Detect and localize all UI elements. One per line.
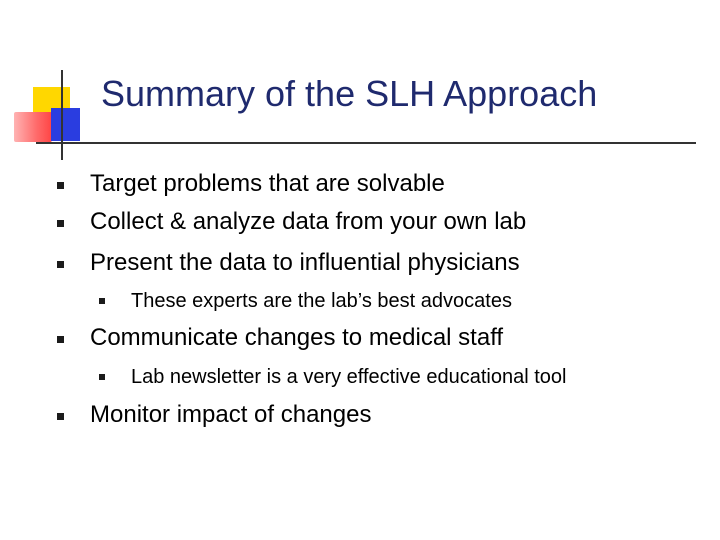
- square-bullet-icon: [57, 413, 64, 420]
- bullet-item: [90, 400, 371, 430]
- square-bullet-icon: [57, 261, 64, 268]
- sub-bullet-item: [131, 364, 566, 390]
- bullet-text: Monitor impact of changes: [90, 401, 372, 428]
- bullet-text: Target problems that are solvable: [90, 170, 445, 197]
- bullet-text: Collect & analyze data from your own lab: [90, 208, 527, 235]
- title-underline-rule: [36, 142, 696, 144]
- sub-bullet-text: Lab newsletter is a very effective educational tool: [131, 366, 567, 388]
- slide-logo: [0, 0, 100, 170]
- square-bullet-icon: [57, 182, 64, 189]
- bullet-item: [90, 323, 503, 353]
- bullet-text: Communicate changes to medical staff: [90, 324, 504, 351]
- bullet-item: [90, 207, 526, 237]
- square-bullet-icon: [99, 374, 105, 380]
- square-bullet-icon: [99, 298, 105, 304]
- sub-bullet-item: [131, 288, 512, 314]
- sub-bullet-text: These experts are the lab’s best advocates: [131, 290, 512, 312]
- logo-vertical-rule: [61, 70, 63, 160]
- slide-title: Summary of the SLH Approach: [101, 73, 598, 114]
- square-bullet-icon: [57, 220, 64, 227]
- logo-blue-block: [51, 108, 80, 141]
- square-bullet-icon: [57, 336, 64, 343]
- logo-red-block: [14, 112, 52, 142]
- bullet-item: [90, 248, 520, 278]
- bullet-text: Present the data to influential physicians: [90, 249, 520, 276]
- bullet-item: [90, 169, 445, 199]
